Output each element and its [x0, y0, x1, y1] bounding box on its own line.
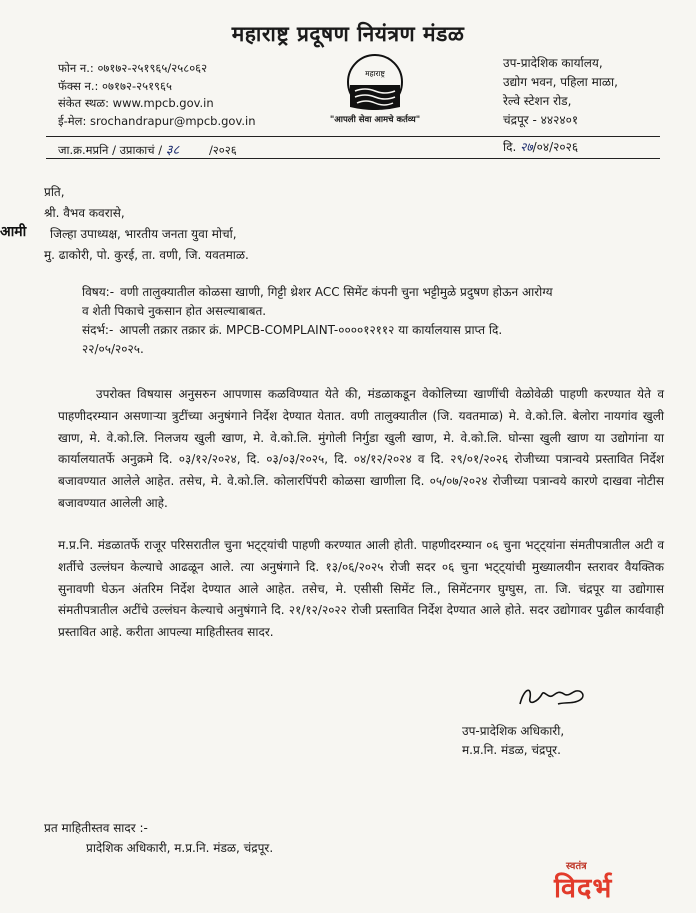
page-title: महाराष्ट्र प्रदूषण नियंत्रण मंडळ: [231, 22, 465, 46]
signatory-designation: उप-प्रादेशिक अधिकारी,: [462, 724, 565, 738]
subject-text-cont: व शेती पिकाचे नुकसान होत असल्याबाबत.: [82, 304, 267, 318]
watermark-small-text: स्वतंत्र: [566, 861, 587, 872]
logo-top-text: महाराष्ट्र: [365, 69, 385, 78]
handwritten-margin-note: आमी: [0, 224, 27, 240]
header-divider-top: [46, 136, 660, 137]
signatory-office: म.प्र.नि. मंडळ, चंद्रपूर.: [462, 743, 561, 757]
copy-label: प्रत माहितीस्तव सादर :-: [44, 821, 148, 835]
recipient-address: [44, 182, 249, 266]
address-line: प्रति,: [44, 185, 65, 199]
mpcb-emblem-icon: [309, 51, 441, 113]
ref-prefix: जा.क्र.मप्रनि / उप्राकाचं /: [58, 143, 163, 157]
office-address: [503, 54, 618, 130]
subject-text: वणी तालुक्यातील कोळसा खाणी, गिट्टी थ्रेशर ACC सिमेंट कंपनी चुना भट्टीमुळे प्रदुषण होऊन आरोग्य: [120, 285, 553, 299]
letter-date: [503, 138, 578, 155]
office-line: चंद्रपूर - ४४२४०१: [503, 113, 579, 127]
reference-text: आपली तक्रार तक्रार क्रं. MPCB-COMPLAINT-००००१२११२ या कार्यालयास प्राप्त दि.: [119, 323, 503, 337]
handwritten-signature: [514, 682, 594, 712]
address-line: मु. ढाकोरी, पो. कुरई, ता. वणी, जि. यवतमाळ.: [44, 248, 249, 262]
contact-block: [58, 60, 256, 130]
reference-text-cont: २२/०५/२०२५.: [82, 342, 144, 356]
logo-tagline: "आपली सेवा आमचे कर्तव्य": [329, 115, 421, 125]
office-line: उद्योग भवन, पहिला माळा,: [503, 75, 618, 89]
date-day-handwritten: २७: [520, 140, 533, 154]
email-link[interactable]: ई-मेल: srochandrapur@mpcb.gov.in: [58, 113, 256, 128]
date-rest: /०४/२०२६: [532, 140, 579, 154]
mpcb-logo: [309, 51, 441, 127]
copy-recipient: प्रादेशिक अधिकारी, म.प्र.नि. मंडळ, चंद्रपूर.: [86, 841, 274, 855]
ref-year: /२०२६: [208, 143, 237, 157]
website-link[interactable]: संकेत स्थळ: www.mpcb.gov.in: [58, 96, 214, 110]
watermark-big-text: विदर्भ: [554, 873, 613, 904]
office-line: उप-प्रादेशिक कार्यालय,: [503, 56, 603, 70]
date-prefix: दि.: [503, 140, 517, 154]
subject-label: विषय:-: [82, 285, 115, 299]
header-divider-bottom: [46, 158, 660, 159]
subject-block: [82, 283, 662, 359]
phone-number: फोन न.: ०७१७२-२५१९६५/२५८०६२: [58, 61, 208, 75]
office-line: रेल्वे स्टेशन रोड,: [503, 94, 572, 108]
body-paragraph-2: म.प्र.नि. मंडळातर्फे राजूर परिसरातील चुना भट्ट्यांची पाहणी करण्यात आली होती. पाहणीदरम्यान ०६ चुना भट्ट्यांना संमतीपत्रातील अटी व शर्तीचे उल्लंघन केल्याचे आढळून आले. त्या अनुषंगाने दि. १३/०६/२०२५ रोजी सदर ०६ चुना भट्ट्यांची मुख्यालयीन स्तरावर वैयक्तिक सुनावणी घेऊन अंतरिम निर्देश देण्यात आले आहेत. तसेच, मे. एसीसी सिमेंट लि., सिमेंटनगर घुग्घुस, ता. जि. चंद्रपूर या उद्योगास संमतीपत्रातील अटींचे उल्लंघन केल्याचे अनुषंगाने दि. २१/१२/२०२२ रोजी प्रस्तावित निर्देश देण्यात आले होते. सदर उद्योगावर पुढील कार्यवाही प्रस्तावित आहे. करीता आपल्या माहितीस्तव सादर.: [58, 538, 664, 640]
fax-number: फॅक्स न.: ०७१७२-२५१९६५: [58, 78, 172, 93]
reference-number: [58, 140, 237, 158]
ref-number-handwritten: ३८: [165, 143, 180, 158]
recipient-name: श्री. वैभव कवरासे,: [44, 206, 125, 220]
watermark-logo: [540, 858, 660, 906]
signature-block: [462, 722, 564, 760]
body-paragraph-1: उपरोक्त विषयास अनुसरुन आपणास कळविण्यात येते की, मंडळाकडून वेकोलिच्या खाणींची वेळोवेळी पाहणी करण्यात येते व पाहणीदरम्यान असणाऱ्या त्रुटींच्या अनुषंगाने निर्देश देण्यात येतात. वणी तालुक्यातील (जि. यवतमाळ) मे. वे.को.लि. बेलोरा नायगांव खुली खाण, मे. वे.को.लि. निलजय खुली खाण, मे. वे.को.लि. मुंगोली निर्गुडा खुली खाण, मे. वे.को.लि. घोन्सा खुली खाण या उद्योगांना या कार्यालयातर्फे अनुक्रमे दि. ०३/१२/२०२४, दि. ०३/०३/२०२५, दि. ०४/१२/२०२४ व दि. २९/०१/२०२६ रोजीच्या पत्रान्वये प्रस्तावित निर्देश बजावण्यात आलेले आहेत. तसेच, मे. वे.को.लि. कोलारपिंपरी कोळसा खाणीला दि. ०५/०७/२०२४ रोजीच्या पत्रान्वये कारणे दाखवा नोटीस बजावण्यात आलेली आहे.: [58, 387, 664, 510]
copy-to-block: [44, 818, 273, 858]
reference-label: संदर्भ:-: [82, 323, 114, 337]
address-line: जिल्हा उपाध्यक्ष, भारतीय जनता युवा मोर्चा,: [50, 227, 237, 241]
